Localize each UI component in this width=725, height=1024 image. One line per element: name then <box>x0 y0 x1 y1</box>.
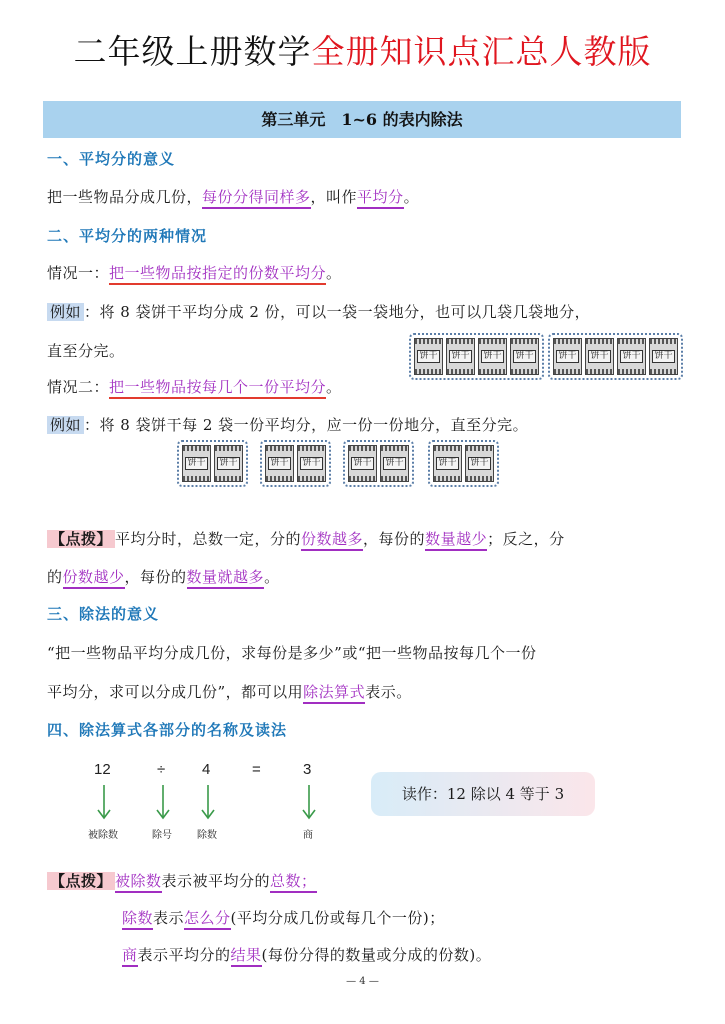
text: 表示。 <box>365 683 412 701</box>
page-title <box>0 26 725 73</box>
tip2-line3 <box>122 944 491 965</box>
unit-banner: 第三单元 1~6 的表内除法 <box>43 101 681 138</box>
section2-heading: 二、平均分的两种情况 <box>47 227 208 245</box>
cookie-pack <box>380 445 409 482</box>
text: 平均分时，总数一定，分的 <box>115 530 302 548</box>
tip2-line2 <box>122 907 445 928</box>
text: 。 <box>264 568 280 586</box>
cookie-label: 饼干 <box>419 351 438 361</box>
key-phrase: 份数越多 <box>301 530 363 551</box>
example1-cont: 直至分完。 <box>47 342 125 360</box>
cookie-pack <box>433 445 462 482</box>
page-number: — 4 — <box>346 976 379 987</box>
down-arrow-icon <box>302 784 316 820</box>
down-arrow-icon <box>201 784 215 820</box>
tip-label: 【点拨】 <box>47 872 115 890</box>
example2-line <box>47 414 528 435</box>
text: 把一些物品分成几份， <box>47 188 203 206</box>
label-dividend: 被除数 <box>88 830 118 841</box>
read-as-box: 读作：12 除以 4 等于 3 <box>371 772 595 816</box>
dividend-value: 12 <box>94 761 111 778</box>
tip2-line1 <box>47 870 317 891</box>
key-phrase: 除数 <box>122 909 153 930</box>
tip1-line1 <box>47 528 565 549</box>
section3-heading: 三、除法的意义 <box>47 605 160 623</box>
tip-label: 【点拨】 <box>47 530 115 548</box>
text: ：将 8 袋饼干每 2 袋一份平均分，应一份一份地分，直至分完。 <box>84 416 529 434</box>
cookie-label: 饼干 <box>558 351 577 361</box>
case1-line <box>47 262 342 283</box>
cookie-group-two <box>177 440 248 487</box>
text: (平均分成几份或每几个一份)； <box>230 909 445 927</box>
example-label: 例如 <box>47 416 84 434</box>
text: ，叫作 <box>310 188 358 206</box>
text: 表示被平均分的 <box>161 872 271 890</box>
text: (每份分得的数量或分成的份数)。 <box>261 946 492 964</box>
key-phrase: 把一些物品按每几个一份平均分 <box>109 378 326 399</box>
title-part2: 全册知识点汇总人教版 <box>311 32 652 71</box>
cookie-group-two <box>343 440 414 487</box>
division-sign: ÷ <box>157 761 166 778</box>
cookie-label: 饼干 <box>187 458 206 468</box>
key-phrase: 平均分 <box>357 188 404 209</box>
text: 平均分，求可以分成几份”，都可以用 <box>47 683 304 701</box>
label-divisor: 除数 <box>197 830 217 841</box>
cookie-pack <box>617 338 646 375</box>
section1-heading: 一、平均分的意义 <box>47 150 176 168</box>
key-phrase: 被除数 <box>115 872 162 893</box>
cookie-pack <box>446 338 475 375</box>
tip1-line2 <box>47 566 280 587</box>
cookie-label: 饼干 <box>654 351 673 361</box>
section1-text <box>47 186 419 207</box>
section4-heading: 四、除法算式各部分的名称及读法 <box>47 721 288 739</box>
case2-line <box>47 376 342 397</box>
text: 表示 <box>153 909 185 927</box>
cookie-group-four <box>548 333 683 380</box>
cookie-label: 饼干 <box>270 458 289 468</box>
cookie-label: 饼干 <box>219 458 238 468</box>
down-arrow-icon <box>97 784 111 820</box>
example1-line <box>47 301 590 322</box>
text: ；反之，分 <box>487 530 565 548</box>
section3-line1: “把一些物品平均分成几份，求每份是多少”或“把一些物品按每几个一份 <box>47 644 537 662</box>
cookie-pack <box>585 338 614 375</box>
example-label: 例如 <box>47 303 84 321</box>
text: 。 <box>326 264 342 282</box>
key-phrase: 把一些物品按指定的份数平均分 <box>109 264 326 285</box>
case-label: 情况二： <box>47 378 110 396</box>
text: ，每份的 <box>124 568 187 586</box>
key-phrase: 数量就越多 <box>187 568 265 589</box>
cookie-group-two <box>428 440 499 487</box>
cookie-group-two <box>260 440 331 487</box>
cookie-label: 饼干 <box>302 458 321 468</box>
cookie-pack <box>348 445 377 482</box>
text: 表示平均分的 <box>137 946 231 964</box>
cookie-label: 饼干 <box>470 458 489 468</box>
cookie-pack <box>465 445 494 482</box>
cookie-label: 饼干 <box>438 458 457 468</box>
cookie-pack <box>297 445 326 482</box>
cookie-pack <box>265 445 294 482</box>
key-phrase: 商 <box>122 946 138 967</box>
equals-sign: = <box>252 761 261 778</box>
text: 的 <box>47 568 63 586</box>
key-phrase: 每份分得同样多 <box>202 188 311 209</box>
title-part1: 二年级上册数学 <box>73 32 312 71</box>
cookie-pack <box>414 338 443 375</box>
cookie-label: 饼干 <box>451 351 470 361</box>
down-arrow-icon <box>156 784 170 820</box>
cookie-label: 饼干 <box>515 351 534 361</box>
key-phrase: 总数； <box>270 872 317 893</box>
cookie-pack <box>478 338 507 375</box>
text: ：将 8 袋饼干平均分成 2 份，可以一袋一袋地分，也可以几袋几袋地分， <box>84 303 591 321</box>
cookie-pack <box>553 338 582 375</box>
label-sign: 除号 <box>152 830 172 841</box>
divisor-value: 4 <box>202 761 211 778</box>
cookie-pack <box>649 338 678 375</box>
key-phrase: 结果 <box>231 946 262 967</box>
cookie-pack <box>182 445 211 482</box>
text: 。 <box>403 188 420 206</box>
label-quotient: 商 <box>303 830 313 841</box>
key-phrase: 除法算式 <box>303 683 365 704</box>
key-phrase: 数量越少 <box>425 530 487 551</box>
cookie-pack <box>214 445 243 482</box>
cookie-label: 饼干 <box>483 351 502 361</box>
cookie-label: 饼干 <box>590 351 609 361</box>
key-phrase: 份数越少 <box>63 568 125 589</box>
section3-line2 <box>47 681 412 702</box>
cookie-label: 饼干 <box>622 351 641 361</box>
cookie-label: 饼干 <box>353 458 372 468</box>
cookie-group-four <box>409 333 544 380</box>
text: ，每份的 <box>363 530 426 548</box>
cookie-pack <box>510 338 539 375</box>
quotient-value: 3 <box>303 761 312 778</box>
text: 。 <box>326 378 342 396</box>
cookie-label: 饼干 <box>385 458 404 468</box>
key-phrase: 怎么分 <box>184 909 231 930</box>
case-label: 情况一： <box>47 264 110 282</box>
